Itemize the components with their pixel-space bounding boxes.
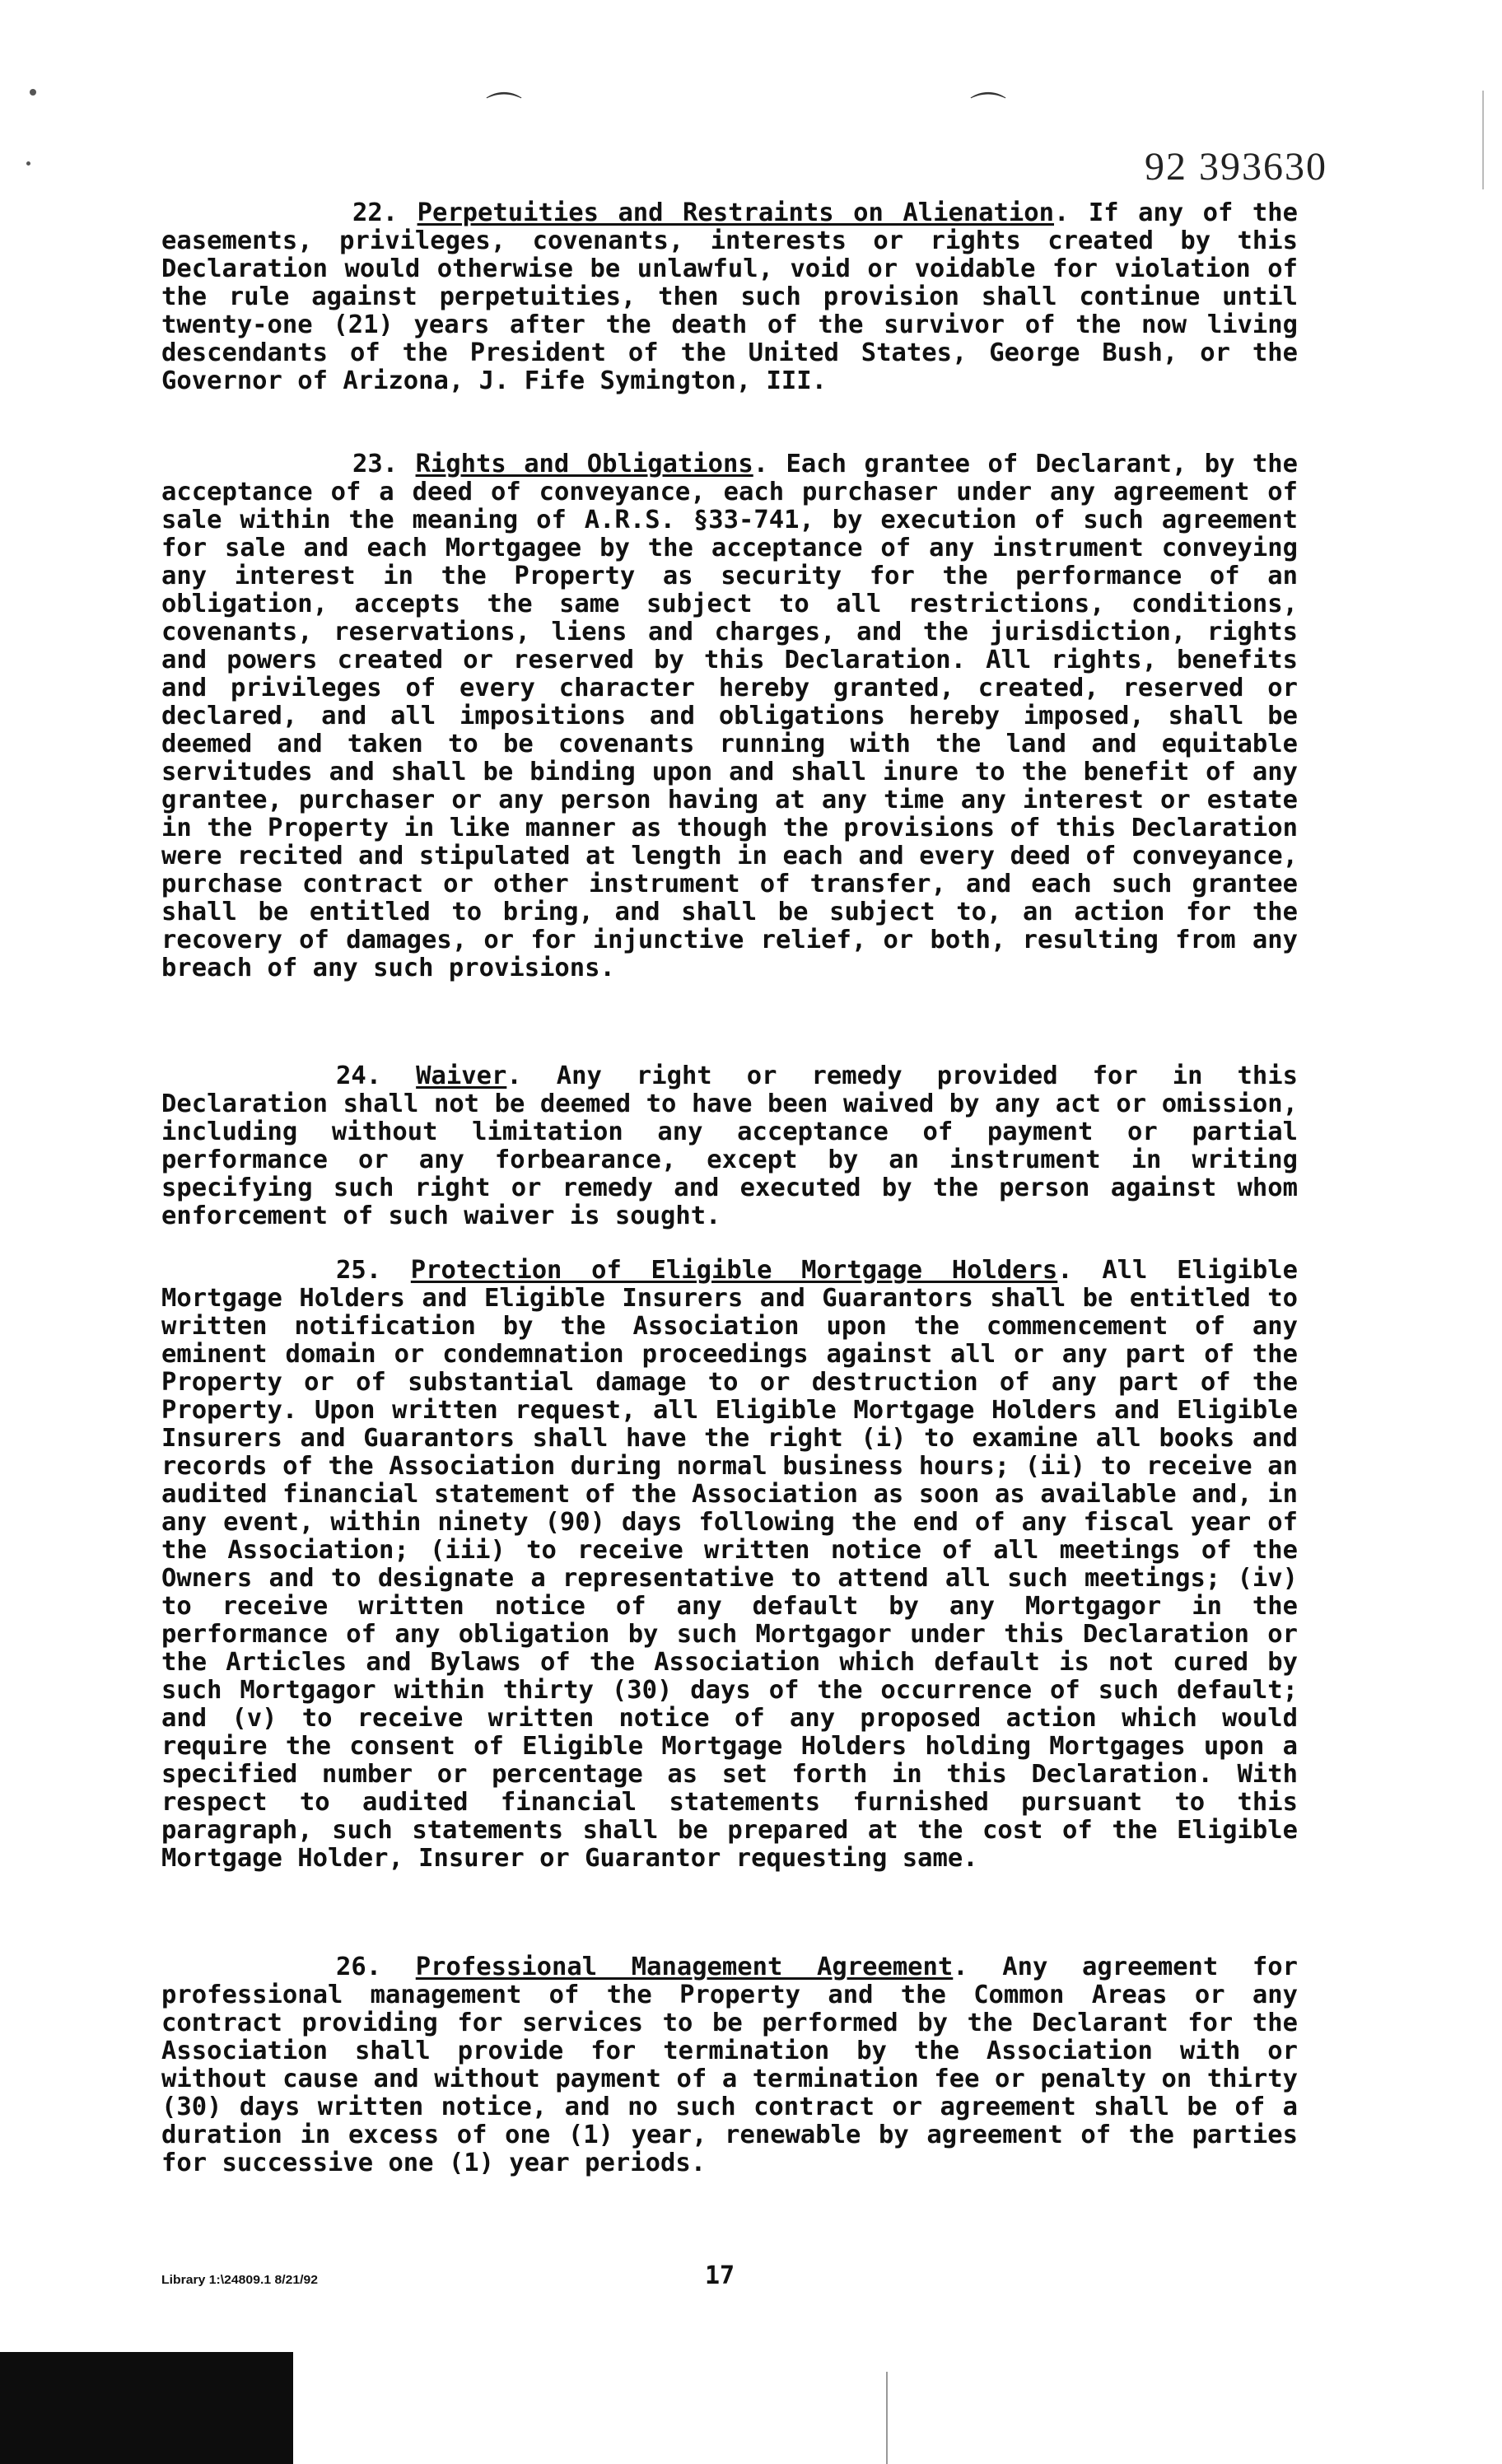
section-25 <box>161 1257 1298 1873</box>
scan-mark-left: ⌒ <box>486 91 522 131</box>
scan-black-block <box>0 2352 293 2464</box>
section-26 <box>161 1953 1298 2177</box>
section-body: . Any agreement for professional management of the Property and the Common Areas or any contract providing for services to be performed by the Declarant for the Association shall provide for termination by the Association with or without cause and without payment of a termination fee or penalty on thirty (30) days written notice, and no such contract or agreement shall be of a duration in excess of one (1) year, renewable by agreement of the parties for successive one (1) year periods. <box>161 1953 1299 2177</box>
section-title: Waiver <box>416 1062 507 1090</box>
section-23 <box>161 450 1298 982</box>
scan-speck <box>30 89 36 96</box>
page-number: 17 <box>705 2261 735 2290</box>
section-body: . All Eligible Mortgage Holders and Eligible Insurers and Guarantors shall be entitled to written notification by the Association upon the commencement of any eminent domain or condemnation proceedings against all or any part of the Property or of substantial damage to or destruction of any part of the Property. Upon written request, all Eligible Mortgage Holders and Eligible Insurers and Guarantors shall have the right (i) to examine all books and records of the Association during normal business hours; (ii) to receive an audited financial statement of the Association as soon as available and, in any event, within ninety (90) days following the end of any fiscal year of the Association; (iii) to receive written notice of all meetings of the Owners and to designate a representative to attend all such meetings; (iv) to receive written notice of any default by any Mortgagor in the performance of any obligation by such Mortgagor under this Declaration or the Articles and Bylaws of the Association which default is not cured by such Mortgagor within thirty (30) days of the occurrence of such default; and (v) to receive written notice of any proposed action which would require the consent of Eligible Mortgage Holders holding Mortgages upon a specified number or percentage as set forth in this Declaration. With respect to audited financial statements furnished pursuant to this paragraph, such statements shall be prepared at the cost of the Eligible Mortgage Holder, Insurer or Guarantor requesting same. <box>161 1256 1299 1873</box>
section-body: . Each grantee of Declarant, by the acceptance of a deed of conveyance, each purchaser under any agreement of sale within the meaning of A.R.S. §33-741, by execution of such agreement for sale and each Mortgagee by the acceptance of any instrument conveying any interest in the Property as security for the performance of an obligation, accepts the same subject to all restrictions, conditions, covenants, reservations, liens and charges, and the jurisdiction, rights and powers created or reserved by this Declaration. All rights, benefits and privileges of every character hereby granted, created, reserved or declared, and all impositions and obligations hereby imposed, shall be deemed and taken to be covenants running with the land and equitable servitudes and shall be binding upon and shall inure to the benefit of any grantee, purchaser or any person having at any time any interest or estate in the Property in like manner as though the provisions of this Declaration were recited and stipulated at length in each and every deed of conveyance, purchase contract or other instrument of transfer, and each such grantee shall be entitled to bring, and shall be subject to, an action for the recovery of damages, or for injunctive relief, or both, resulting from any breach of any such provisions. <box>161 450 1298 982</box>
document-number: 92 393630 <box>1145 145 1327 189</box>
section-title: Protection of Eligible Mortgage Holders <box>410 1256 1058 1285</box>
section-body: . If any of the easements, privileges, covenants, interests or rights created by this Declaration would otherwise be unlawful, void or voidable for violation of the rule against perpetuities, then such provision shall continue until twenty-one (21) years after the death of the survivor of the now living descendants of the President of the United States, George Bush, or the Governor of Arizona, J. Fife Symington, III. <box>161 198 1298 395</box>
section-title: Professional Management Agreement <box>415 1953 954 1981</box>
section-number: 25. <box>336 1256 382 1285</box>
section-body: . Any right or remedy provided for in this Declaration shall not be deemed to have been waived by any act or omission, including without limitation any acceptance of payment or partial performance or any forbearance, except by an instrument in writing specifying such right or remedy and executed by the person against whom enforcement of such waiver is sought. <box>161 1062 1298 1230</box>
section-22 <box>161 199 1298 395</box>
section-title: Rights and Obligations <box>415 450 753 478</box>
section-number: 26. <box>336 1953 382 1981</box>
section-title: Perpetuities and Restraints on Alienation <box>417 198 1054 227</box>
scan-mark-right: ⌒ <box>970 91 1006 131</box>
section-number: 24. <box>336 1062 382 1090</box>
scan-edge-line <box>886 2372 888 2464</box>
section-24 <box>161 1062 1298 1230</box>
scan-speck <box>26 161 30 166</box>
section-number: 22. <box>352 198 399 227</box>
section-number: 23. <box>352 450 399 478</box>
library-reference: Library 1:\24809.1 8/21/92 <box>161 2273 319 2287</box>
scan-edge-line <box>1482 91 1484 189</box>
